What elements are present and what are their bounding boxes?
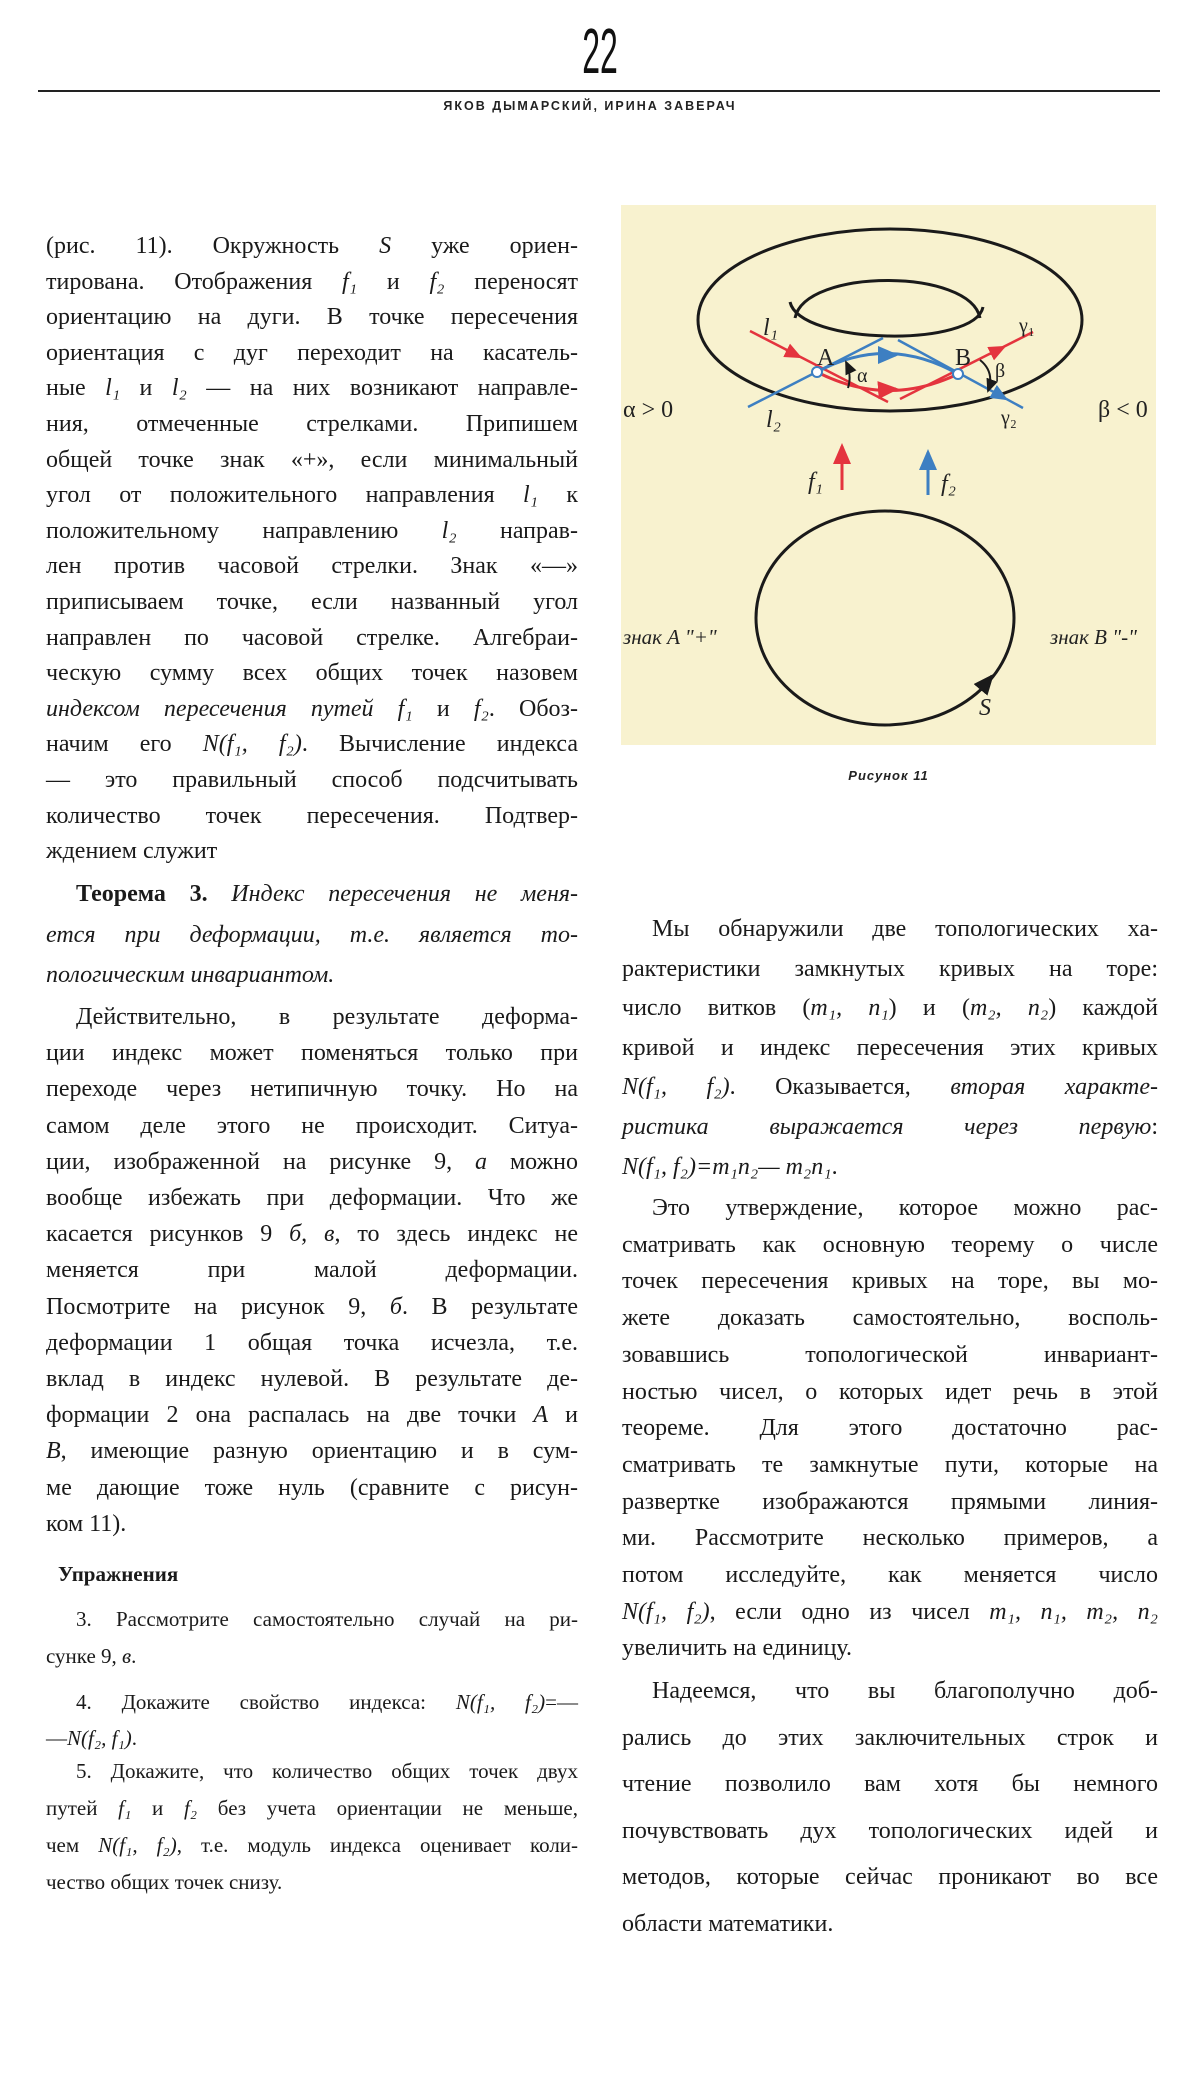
text: сматривать как основную теорему о числе (622, 1231, 1158, 1258)
text-line (46, 763, 578, 799)
italic-text: а (475, 1148, 488, 1175)
arrow-circle-s (982, 676, 992, 688)
text: к (538, 482, 579, 509)
italic-text: N(f₁, f₂) (622, 1598, 710, 1625)
italic-text: б, в (289, 1221, 335, 1248)
text: переносят (444, 268, 578, 295)
text-line (46, 1289, 578, 1325)
label-circle-s: S (979, 695, 991, 721)
text: , имеющие разную ориентацию и в сум- (60, 1438, 578, 1465)
text: ностью чисел, о которых идет речь в этой (622, 1378, 1158, 1405)
text: =— (545, 1690, 578, 1714)
italic-text: N(f₁, f₂) (202, 731, 302, 758)
bold-text: Теорема 3. (76, 881, 232, 907)
text: и (357, 268, 430, 295)
text-line (46, 514, 578, 550)
text: . (131, 1644, 137, 1668)
text-line (46, 1035, 578, 1071)
text: жете доказать самостоятельно, восполь- (622, 1305, 1158, 1332)
text-line (622, 1520, 1158, 1557)
text-line (622, 1854, 1158, 1901)
text: вклад в индекс нулевой. В результате де- (46, 1366, 578, 1393)
text: 5. Докажите, что количество общих точек двух (76, 1759, 578, 1783)
text-line (622, 1808, 1158, 1855)
text: зовавшись топологической инвариант- (622, 1341, 1158, 1368)
text-line (622, 1668, 1158, 1715)
italic-text: m₂, n₂ (969, 995, 1049, 1022)
text-line (46, 1252, 578, 1288)
text: , т.е. модуль индекса оценивает коли- (176, 1833, 579, 1857)
red-arc-f1 (817, 372, 958, 391)
label-gamma2: γ₂ (1001, 407, 1017, 429)
label-point-b: B (955, 345, 972, 371)
figure-11-torus-intersection (621, 205, 1156, 745)
italic-text: B (46, 1438, 61, 1465)
label-f2: f₂ (941, 471, 957, 497)
text: ком 11). (46, 1510, 127, 1537)
text-line (622, 1263, 1158, 1300)
text-line (46, 1397, 578, 1433)
text: вообще избежать при деформации. Что же (46, 1185, 578, 1212)
text-line (622, 1715, 1158, 1762)
text: направлен по часовой стрелке. Алгебраи- (46, 624, 578, 651)
italic-text: в (122, 1644, 132, 1668)
text: переходе через нетипичную точку. Но на (46, 1076, 578, 1103)
text-line (622, 1901, 1158, 1948)
text-line (46, 1753, 578, 1790)
text-line (622, 950, 1158, 990)
italic-text: ется при деформации, т.е. является то- (46, 921, 578, 948)
text-line (622, 1337, 1158, 1374)
text: потом исследуйте, как меняется число (622, 1562, 1158, 1589)
text-line (622, 910, 1158, 950)
label-alpha-positive: α > 0 (623, 397, 674, 423)
arrow-l1 (786, 350, 800, 357)
text-line (46, 407, 578, 443)
italic-text: N(f₁, f₂) (622, 1074, 730, 1101)
text: ) каждой (1048, 995, 1159, 1022)
text: рались до этих заключительных строк и (622, 1724, 1158, 1751)
text-line (46, 915, 578, 956)
italic-text: б (389, 1293, 402, 1320)
text-line (622, 1594, 1158, 1631)
text-line (622, 1447, 1158, 1484)
text: рактеристики замкнутых кривых на торе: (622, 955, 1158, 982)
header-rule (38, 90, 1160, 92)
paragraph-statement (622, 1190, 1158, 1667)
italic-text: индексом пересечения путей f₁ (46, 695, 413, 722)
exercise-5 (46, 1753, 578, 1901)
text: Посмотрите на рисунок 9, (46, 1293, 390, 1320)
text: (рис. 11). Окружность (46, 233, 380, 259)
text-line (46, 1864, 578, 1901)
text: Мы обнаружили две топологических ха- (652, 916, 1158, 942)
text: развертке изображаются прямыми линия- (622, 1488, 1158, 1515)
text-line (46, 478, 578, 514)
text: и (131, 1796, 184, 1820)
figure-caption: Рисунок 11 (848, 768, 929, 783)
text: ные (46, 375, 106, 402)
text: Действительно, в результате деформа- (76, 1004, 578, 1030)
italic-text: f₁ (342, 268, 358, 295)
text: ции индекс может поменяться только при (46, 1040, 578, 1067)
text-line (46, 874, 578, 915)
text-line (46, 336, 578, 372)
italic-text: m₁, n₁ (810, 995, 889, 1022)
text: 4. Докажите свойство индекса: (76, 1690, 456, 1714)
text-line (622, 989, 1158, 1029)
text: увеличить на единицу. (622, 1635, 853, 1662)
page-number: 22 (582, 15, 618, 87)
italic-text: f₁ (118, 1796, 132, 1820)
torus-hole-upper (795, 281, 980, 319)
text-line (46, 1638, 578, 1675)
text: касается рисунков 9 (46, 1221, 290, 1248)
text: 3. Рассмотрите самостоятельно случай на ри- (76, 1607, 578, 1631)
blue-arc-f2 (817, 353, 958, 374)
text-line (46, 799, 578, 835)
label-alpha: α (857, 365, 868, 387)
italic-text: N(f₁, f₂)=m₁n₂— m₂n₁ (622, 1153, 832, 1180)
text: лен против часовой стрелки. Знак «—» (46, 553, 578, 580)
text: угол от положительного направления (46, 482, 523, 509)
text-line (622, 1068, 1158, 1108)
text-line (46, 1470, 578, 1506)
text: области математики. (622, 1910, 834, 1937)
text: ме дающие тоже нуль (сравните с рисун- (46, 1474, 578, 1501)
text: . Обоз- (488, 695, 579, 722)
italic-text: N(f₂, f₁) (67, 1726, 132, 1750)
text: ждением служит (46, 838, 218, 865)
italic-text: A (533, 1402, 549, 1429)
text: , то здесь индекс не (334, 1221, 578, 1248)
text: общей точке знак «+», если минимальный (46, 446, 578, 473)
text-line (46, 549, 578, 585)
text: формации 2 она распалась на две точки (46, 1402, 534, 1429)
text-line (46, 1790, 578, 1827)
text: . (831, 1153, 838, 1180)
italic-text: l₁ (105, 375, 121, 402)
label-sign-a: знак A "+" (623, 625, 717, 649)
text-line (46, 692, 578, 728)
text-line (46, 229, 578, 265)
text: ния, отмеченные стрелками. Припишем (46, 410, 578, 437)
text-line (46, 1180, 578, 1216)
text-line (46, 727, 578, 763)
text-line (46, 1144, 578, 1180)
italic-text: N(f₁, f₂) (455, 1690, 546, 1714)
text: методов, которые сейчас проникают во все (622, 1864, 1158, 1890)
text-line (622, 1484, 1158, 1521)
label-point-a: A (817, 345, 835, 371)
text-line (46, 621, 578, 657)
text: можно (487, 1148, 578, 1175)
text: кривой и индекс пересечения этих кривых (622, 1034, 1158, 1061)
text: тирована. Отображения (46, 268, 343, 295)
label-l1: l₁ (763, 315, 779, 341)
text: чтение позволило вам хотя бы немного (622, 1771, 1158, 1797)
text: ориентация с дуг переходит на касатель- (46, 339, 578, 366)
text-line (622, 1108, 1158, 1148)
text-line (46, 1071, 578, 1107)
text: деформации 1 общая точка исчезла, т.е. (46, 1329, 578, 1356)
text-line (622, 1410, 1158, 1447)
running-head-authors: ЯКОВ ДЫМАРСКИЙ, ИРИНА ЗАВЕРАЧ (443, 99, 737, 113)
label-sign-b: знак B "-" (1050, 625, 1137, 649)
italic-text: вторая характе- (950, 1074, 1158, 1101)
exercises-heading: Упражнения (58, 1562, 179, 1586)
text-line (46, 656, 578, 692)
text: чество общих точек снизу. (46, 1870, 283, 1894)
text: — на них возникают направле- (186, 375, 578, 402)
text-line (46, 999, 578, 1035)
text: : (1151, 1113, 1158, 1140)
label-beta: β (995, 360, 1006, 382)
italic-text: f₂ (429, 268, 445, 295)
italic-text: l₂ (171, 375, 187, 402)
text: самом деле этого не происходит. Ситуа- (46, 1112, 578, 1139)
text: сматривать те замкнутые пути, которые на (622, 1451, 1158, 1478)
text: положительному направлению (46, 517, 442, 544)
text-line (46, 955, 578, 996)
text: и (412, 695, 474, 722)
paragraph-proof (46, 999, 578, 1542)
text: — (46, 1726, 67, 1750)
label-l2: l₂ (766, 407, 782, 433)
text-line (622, 1630, 1158, 1667)
text: теореме. Для этого достаточно рас- (622, 1415, 1158, 1442)
italic-text: f₂ (473, 695, 489, 722)
italic-text: Индекс пересечения не меня- (231, 881, 578, 907)
text: почувствовать дух топологических идей и (622, 1817, 1158, 1844)
italic-text: f₂ (183, 1796, 198, 1820)
label-beta-negative: β < 0 (1098, 397, 1148, 423)
text-line (46, 1720, 578, 1756)
text: направ- (456, 517, 578, 544)
figure-drawing (621, 205, 1156, 745)
text-line (46, 1325, 578, 1361)
text: ми. Рассмотрите несколько примеров, а (622, 1525, 1158, 1552)
text: количество точек пересечения. Подтвер- (46, 802, 578, 829)
text-line (622, 1374, 1158, 1411)
text-line (622, 1029, 1158, 1069)
theorem-3 (46, 874, 578, 996)
paragraph-intro (46, 229, 578, 870)
text-line (46, 265, 578, 301)
text: и (120, 375, 172, 402)
text: , если одно из чисел (709, 1598, 990, 1625)
text: сунке 9, (46, 1644, 123, 1668)
text: . Оказывается, (729, 1074, 951, 1101)
text-line (46, 1506, 578, 1542)
text-line (46, 585, 578, 621)
text: чем (46, 1833, 99, 1857)
text: ческую сумму всех общих точек назовем (46, 660, 578, 687)
text: Это утверждение, которое можно рас- (652, 1195, 1158, 1221)
text: точек пересечения кривых на торе, вы мо- (622, 1268, 1158, 1295)
paragraph-closing (622, 1668, 1158, 1947)
italic-text: пологическим инвариантом. (46, 962, 335, 988)
exercise-3 (46, 1601, 578, 1675)
text: число витков ( (622, 995, 811, 1022)
text-line (46, 300, 578, 336)
text: ции, изображенной на рисунке 9, (46, 1148, 476, 1175)
text: . Вычисление индекса (301, 731, 578, 758)
arrow-gamma1 (990, 347, 1004, 354)
text: приписываем точке, если названный угол (46, 588, 578, 615)
arrow-red-arc (880, 389, 896, 390)
text-line (46, 834, 578, 870)
text: начим его (46, 731, 203, 758)
text: меняется при малой деформации. (46, 1257, 578, 1284)
text-line (622, 1148, 1158, 1188)
text: Надеемся, что вы благополучно доб- (652, 1678, 1158, 1704)
text-line (46, 1433, 578, 1469)
text-line (46, 371, 578, 407)
text: ) и ( (888, 995, 970, 1022)
text-line (46, 1361, 578, 1397)
paragraph-characteristics (622, 910, 1158, 1187)
text: ориентацию на дуги. В точке пересечения (46, 304, 578, 331)
text: — это правильный способ подсчитывать (46, 766, 578, 793)
circle-s (756, 511, 1014, 725)
text: . (131, 1726, 138, 1750)
text-line (46, 1684, 578, 1720)
text-line (46, 1108, 578, 1144)
text-line (46, 1601, 578, 1638)
text-line (622, 1557, 1158, 1594)
text: и (548, 1402, 579, 1429)
text: путей (46, 1796, 119, 1820)
label-gamma1: γ₁ (1019, 315, 1035, 337)
text-line (46, 1216, 578, 1252)
text-line (622, 1300, 1158, 1337)
exercise-4 (46, 1684, 578, 1756)
text-line (46, 443, 578, 479)
italic-text: ристика выражается через первую (622, 1113, 1152, 1140)
text-line (622, 1227, 1158, 1264)
italic-text: l₂ (441, 517, 457, 544)
text-line (46, 1827, 578, 1864)
italic-text: N(f₁, f₂) (98, 1833, 177, 1857)
italic-text: l₁ (522, 482, 538, 509)
italic-text: S (379, 233, 392, 259)
text-line (622, 1761, 1158, 1808)
text: без учета ориентации не меньше, (197, 1796, 578, 1820)
text: . В результате (401, 1293, 578, 1320)
italic-text: m₁, n₁, m₂, n₂ (989, 1598, 1158, 1625)
text-line (622, 1190, 1158, 1227)
label-f1: f₁ (808, 469, 824, 495)
torus-hole-lower (790, 302, 983, 336)
text: уже ориен- (391, 233, 578, 259)
